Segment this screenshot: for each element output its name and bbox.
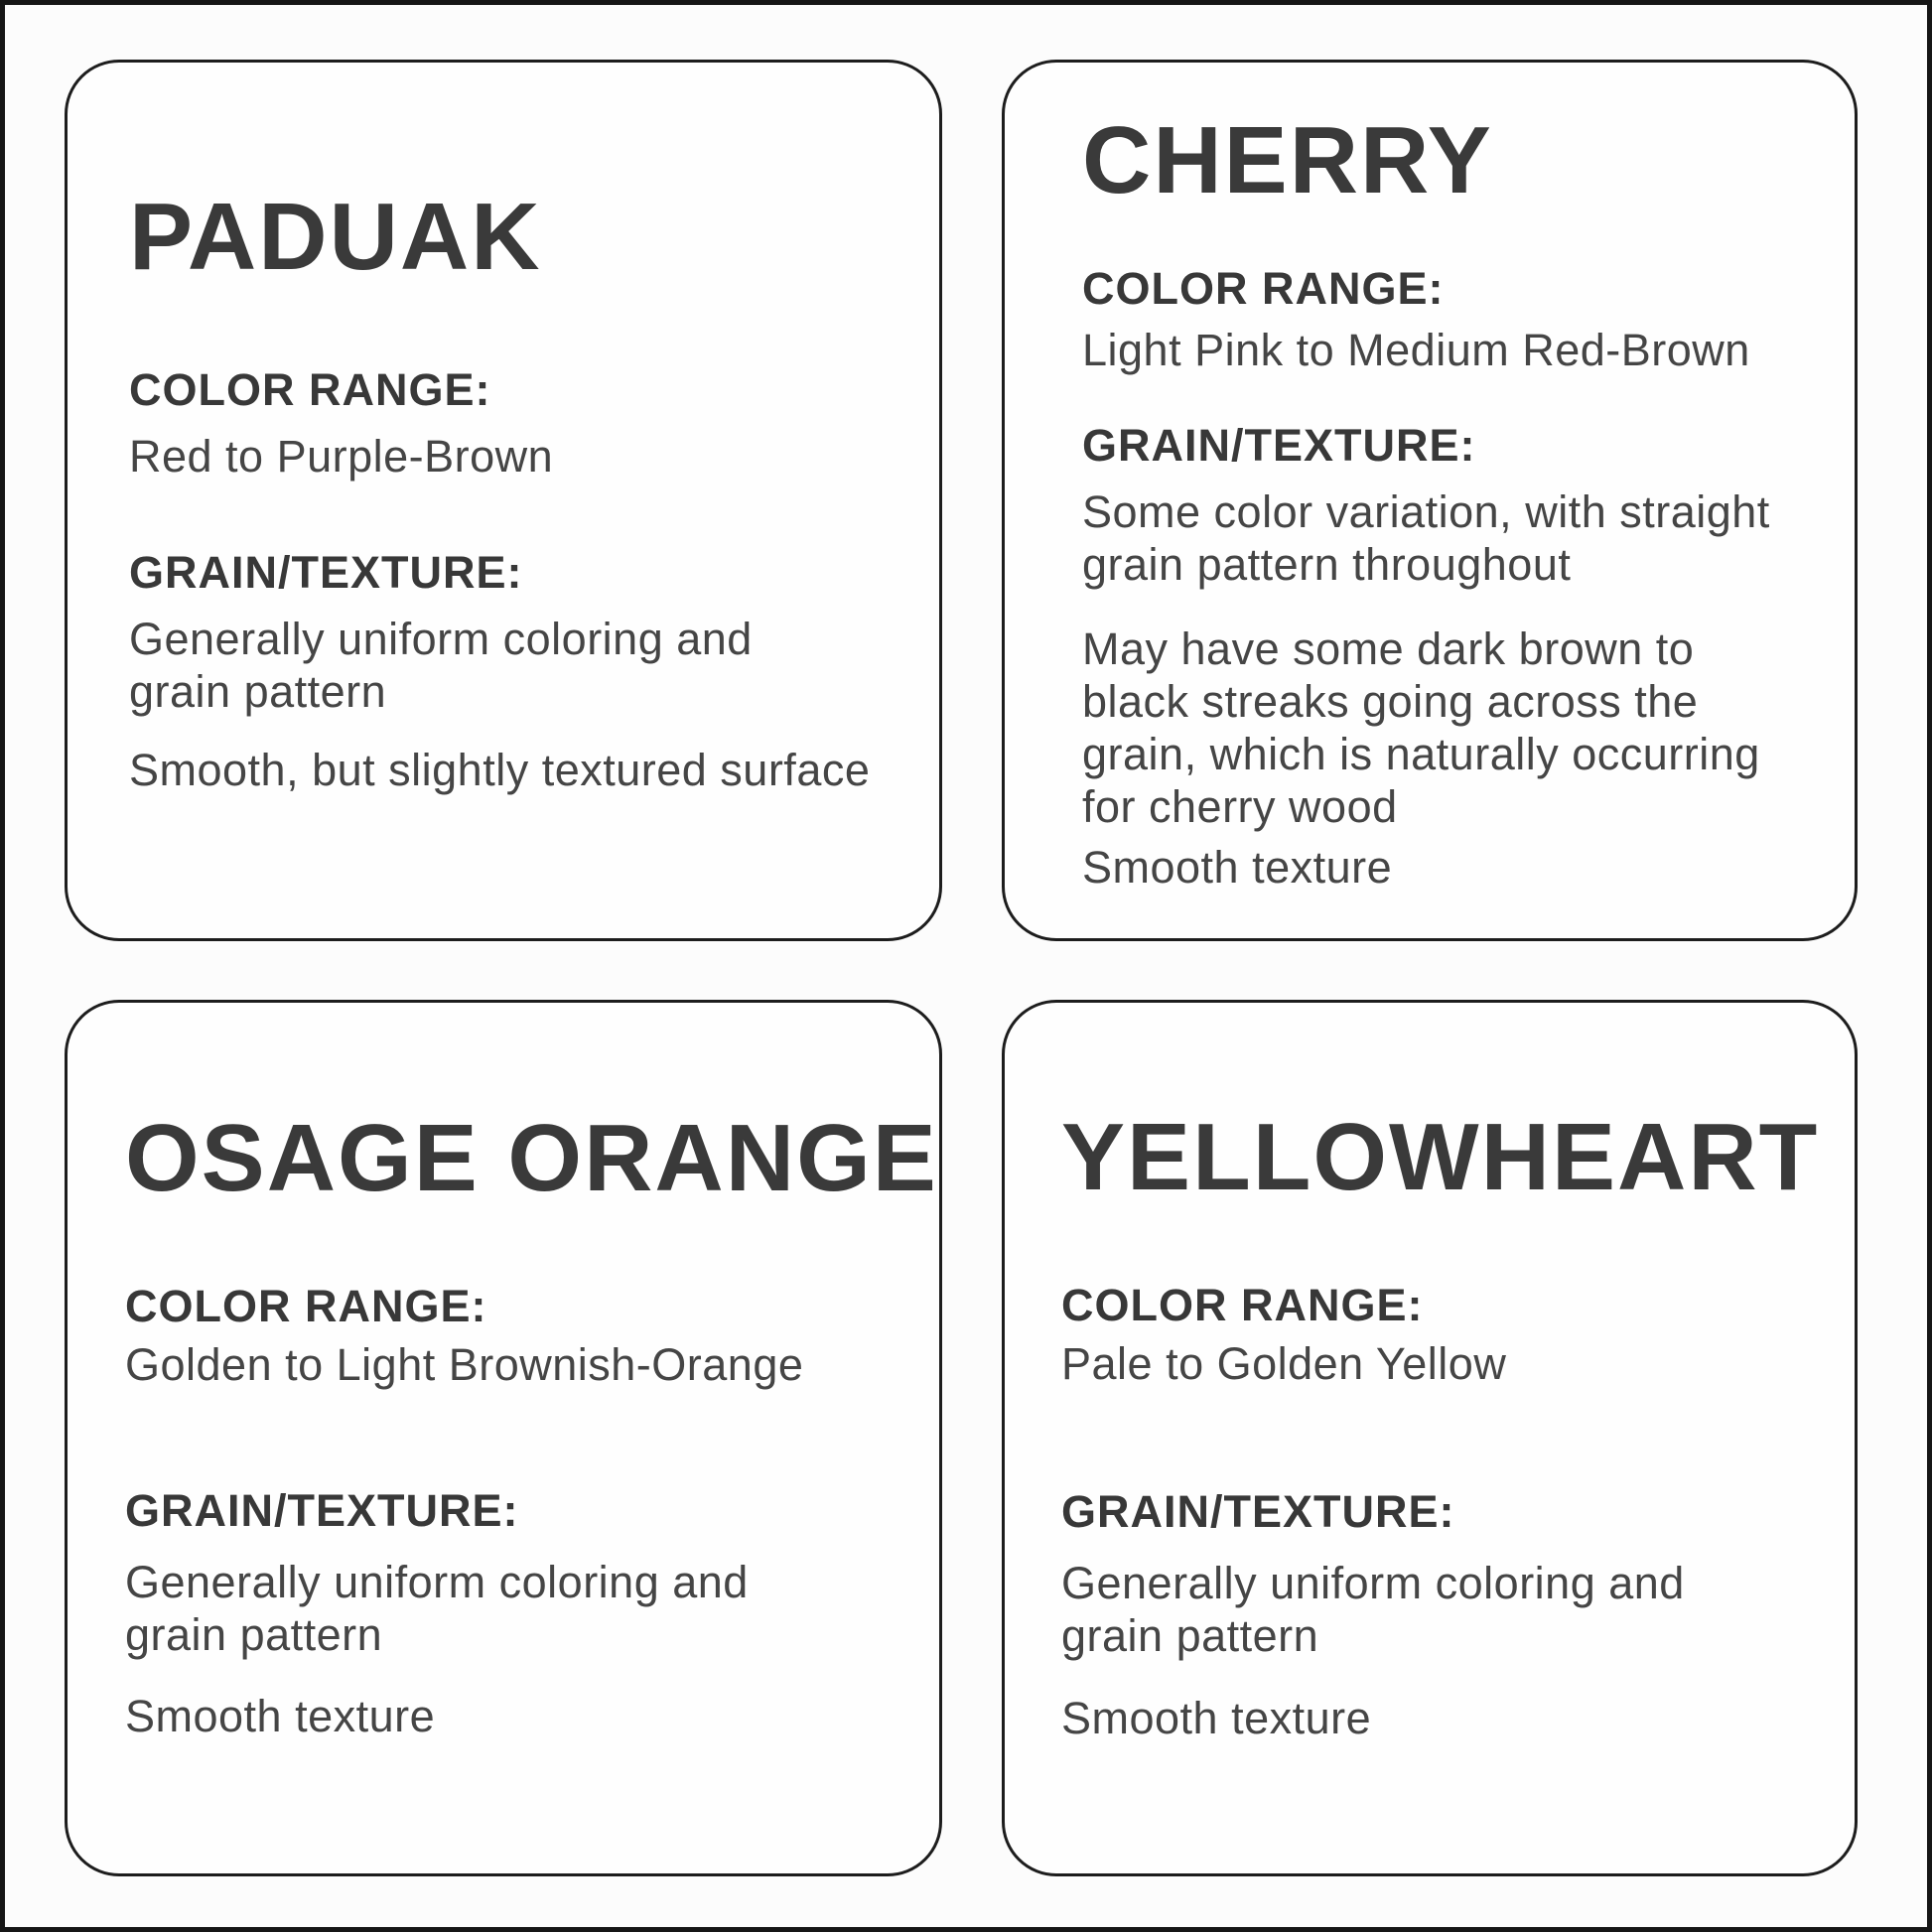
card-title: CHERRY [1082, 107, 1493, 213]
paragraph-line: Smooth texture [125, 1691, 436, 1741]
card-title: YELLOWHEART [1061, 1104, 1820, 1210]
paragraph-line: Smooth texture [1061, 1693, 1372, 1743]
color-range-value: Pale to Golden Yellow [1061, 1338, 1507, 1389]
paragraph-line: black streaks going across the [1082, 676, 1699, 727]
grain-paragraph [1082, 485, 1825, 591]
paragraph-line: May have some dark brown to [1082, 623, 1695, 674]
paragraph-line: for cherry wood [1082, 781, 1398, 832]
color-range-heading: COLOR RANGE: [129, 364, 491, 415]
paragraph-line: grain pattern [125, 1609, 383, 1660]
paragraph-line: Generally uniform coloring and [129, 614, 753, 664]
color-range-value: Light Pink to Medium Red-Brown [1082, 325, 1750, 375]
grain-texture-heading: GRAIN/TEXTURE: [1082, 420, 1476, 471]
paragraph-line: Generally uniform coloring and [125, 1557, 749, 1607]
paragraph-line: grain pattern [129, 666, 387, 717]
wood-card-osage-orange [65, 1000, 942, 1876]
paragraph-line: Some color variation, with straight [1082, 486, 1770, 537]
paragraph-line: Generally uniform coloring and [1061, 1558, 1685, 1608]
wood-card-cherry [1002, 60, 1858, 941]
grain-paragraph [1082, 622, 1825, 833]
grain-paragraph [1082, 841, 1825, 894]
color-range-heading: COLOR RANGE: [1082, 263, 1445, 314]
paragraph-line: grain, which is naturally occurring [1082, 729, 1760, 779]
color-range-heading: COLOR RANGE: [125, 1281, 487, 1331]
paragraph-line: Smooth, but slightly textured surface [129, 745, 871, 795]
grain-paragraph [129, 744, 901, 796]
grain-paragraph [1061, 1692, 1817, 1744]
grain-texture-heading: GRAIN/TEXTURE: [125, 1485, 519, 1536]
grain-paragraph [125, 1556, 901, 1661]
card-grid [65, 60, 1858, 1876]
grain-paragraph [1061, 1557, 1817, 1662]
paragraph-line: Smooth texture [1082, 842, 1393, 893]
paragraph-line: grain pattern [1061, 1610, 1319, 1661]
grain-texture-heading: GRAIN/TEXTURE: [129, 547, 523, 598]
color-range-heading: COLOR RANGE: [1061, 1280, 1424, 1330]
color-range-value: Red to Purple-Brown [129, 431, 554, 482]
color-range-value: Golden to Light Brownish-Orange [125, 1339, 804, 1390]
grain-paragraph [129, 613, 901, 718]
paragraph-line: grain pattern throughout [1082, 539, 1572, 590]
wood-card-paduak [65, 60, 942, 941]
card-title: OSAGE ORANGE [125, 1105, 938, 1211]
grain-texture-heading: GRAIN/TEXTURE: [1061, 1486, 1455, 1537]
card-title: PADUAK [129, 184, 542, 290]
wood-card-yellowheart [1002, 1000, 1858, 1876]
grain-paragraph [125, 1690, 901, 1742]
